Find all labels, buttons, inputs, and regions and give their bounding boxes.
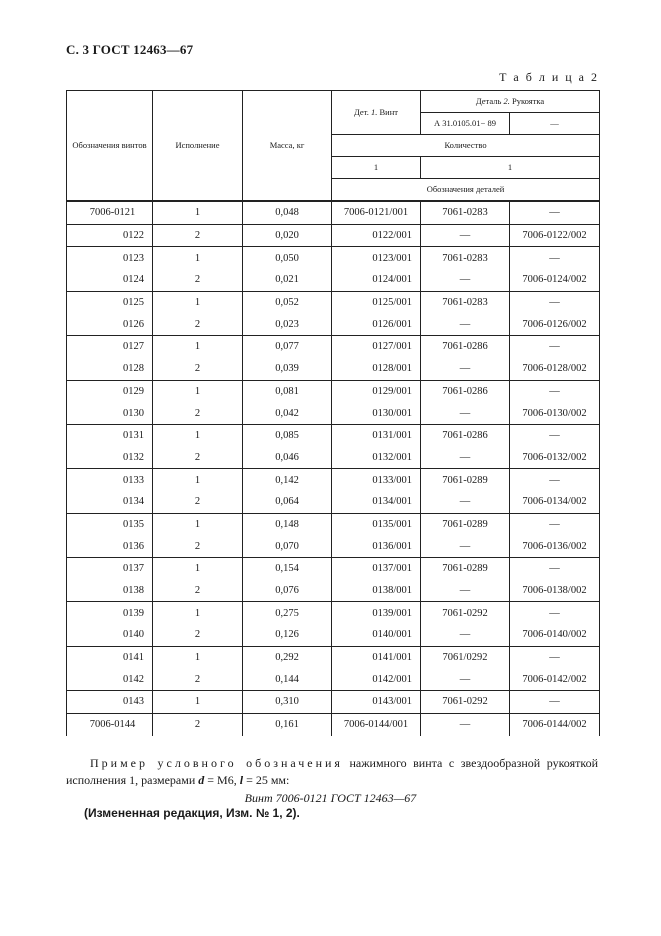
table-cell: 0137/001 <box>332 558 421 580</box>
table-cell: 7006-0138/002 <box>510 580 600 602</box>
table-cell: 1 <box>153 691 243 714</box>
table-cell: 0123/001 <box>332 247 421 269</box>
table-cell: 0,292 <box>243 646 332 668</box>
table-cell: 0123 <box>67 247 153 269</box>
table-cell: 0133 <box>67 469 153 491</box>
table-cell: 0131 <box>67 424 153 446</box>
table-cell: 7006-0140/002 <box>510 624 600 646</box>
table-row <box>67 646 600 668</box>
table-cell: 2 <box>153 358 243 380</box>
table-cell: 0,142 <box>243 469 332 491</box>
table-row <box>67 269 600 291</box>
table-cell: 2 <box>153 624 243 646</box>
table-cell: 7061-0283 <box>421 291 510 313</box>
table-cell: — <box>510 336 600 358</box>
table-cell: 0127 <box>67 336 153 358</box>
table-cell: 0141 <box>67 646 153 668</box>
table-row <box>67 535 600 557</box>
table-cell: 0,023 <box>243 313 332 335</box>
table-cell: 1 <box>153 380 243 402</box>
table-cell: 0141/001 <box>332 646 421 668</box>
table-cell: 0128/001 <box>332 358 421 380</box>
table-cell: 0122/001 <box>332 224 421 247</box>
table-row <box>67 580 600 602</box>
table-cell: 7006-0142/002 <box>510 668 600 690</box>
table-cell: — <box>421 269 510 291</box>
table-cell: 0137 <box>67 558 153 580</box>
table-cell: — <box>421 402 510 424</box>
table-row <box>67 313 600 335</box>
spec-table <box>66 90 600 736</box>
table-cell: 0143/001 <box>332 691 421 714</box>
table-row <box>67 380 600 402</box>
header-mass: Масса, кг <box>243 91 332 202</box>
table-cell: 0126/001 <box>332 313 421 335</box>
example-lead: Пример условного обозначения <box>90 756 343 770</box>
table-cell: — <box>421 447 510 469</box>
header-oboz: Обозначения винтов <box>67 91 153 202</box>
table-cell: 0129 <box>67 380 153 402</box>
table-cell: — <box>421 313 510 335</box>
table-row <box>67 469 600 491</box>
table-cell: — <box>510 513 600 535</box>
table-cell: 0135/001 <box>332 513 421 535</box>
table-cell: 2 <box>153 224 243 247</box>
table-cell: 7061-0286 <box>421 380 510 402</box>
table-row <box>67 713 600 735</box>
header-sub-dash: — <box>510 113 600 135</box>
table-row <box>67 247 600 269</box>
table-cell: 0135 <box>67 513 153 535</box>
table-cell: 7006-0128/002 <box>510 358 600 380</box>
table-cell: — <box>510 469 600 491</box>
table-cell: 1 <box>153 424 243 446</box>
table-cell: 0142/001 <box>332 668 421 690</box>
table-cell: 7061-0292 <box>421 691 510 714</box>
table-cell: 7061-0283 <box>421 247 510 269</box>
table-cell: 0,275 <box>243 602 332 624</box>
table-cell: 7006-0124/002 <box>510 269 600 291</box>
table-cell: 0122 <box>67 224 153 247</box>
table-cell: 7061-0283 <box>421 201 510 224</box>
table-cell: 0,039 <box>243 358 332 380</box>
table-cell: 0134/001 <box>332 491 421 513</box>
table-cell: — <box>510 291 600 313</box>
table-cell: 7061-0286 <box>421 424 510 446</box>
table-cell: — <box>421 535 510 557</box>
table-cell: — <box>421 668 510 690</box>
table-cell: — <box>510 424 600 446</box>
table-cell: 0,076 <box>243 580 332 602</box>
header-parts: Обозначения деталей <box>332 179 600 202</box>
table-row <box>67 291 600 313</box>
table-cell: 0,048 <box>243 201 332 224</box>
table-cell: 2 <box>153 713 243 735</box>
table-cell: 0,081 <box>243 380 332 402</box>
table-cell: 0125/001 <box>332 291 421 313</box>
table-cell: 7006-0126/002 <box>510 313 600 335</box>
table-cell: — <box>421 224 510 247</box>
table-cell: 0130 <box>67 402 153 424</box>
table-cell: 7061/0292 <box>421 646 510 668</box>
table-cell: — <box>510 201 600 224</box>
table-cell: 0132 <box>67 447 153 469</box>
table-cell: 0124 <box>67 269 153 291</box>
table-row <box>67 201 600 224</box>
table-cell: — <box>510 646 600 668</box>
table-cell: 0,064 <box>243 491 332 513</box>
table-cell: 1 <box>153 558 243 580</box>
table-cell: 7061-0289 <box>421 513 510 535</box>
table-cell: — <box>421 580 510 602</box>
table-cell: 7006-0144/001 <box>332 713 421 735</box>
table-cell: 2 <box>153 580 243 602</box>
table-cell: 7061-0292 <box>421 602 510 624</box>
table-cell: 0130/001 <box>332 402 421 424</box>
table-cell: 0,020 <box>243 224 332 247</box>
table-cell: — <box>510 691 600 714</box>
table-row <box>67 447 600 469</box>
header-qty-1: 1 <box>332 157 421 179</box>
table-cell: 2 <box>153 491 243 513</box>
table-cell: 1 <box>153 469 243 491</box>
header-det1: Дет. 1. Винт <box>332 91 421 135</box>
table-cell: 7006-0134/002 <box>510 491 600 513</box>
table-cell: — <box>421 624 510 646</box>
table-cell: 0132/001 <box>332 447 421 469</box>
table-cell: 0143 <box>67 691 153 714</box>
table-cell: 0,042 <box>243 402 332 424</box>
table-row <box>67 224 600 247</box>
table-cell: 0134 <box>67 491 153 513</box>
table-cell: 0124/001 <box>332 269 421 291</box>
table-cell: 0131/001 <box>332 424 421 446</box>
example-paragraph: Пример условного обозначения нажимного винта с звездообразной рукояткой исполнения 1, размерами d = М6, l = 25 мм: <box>66 756 598 787</box>
table-cell: 0138/001 <box>332 580 421 602</box>
table-cell: — <box>421 358 510 380</box>
table-cell: 1 <box>153 646 243 668</box>
table-cell: 1 <box>153 201 243 224</box>
table-cell: 7006-0122/002 <box>510 224 600 247</box>
table-caption: Т а б л и ц а 2 <box>499 70 599 84</box>
table-cell: 0,126 <box>243 624 332 646</box>
table-cell: — <box>510 380 600 402</box>
table-cell: 0,021 <box>243 269 332 291</box>
header-qty: Количество <box>332 135 600 157</box>
table-cell: 7006-0144/002 <box>510 713 600 735</box>
table-cell: 7006-0121 <box>67 201 153 224</box>
table-cell: 0133/001 <box>332 469 421 491</box>
table-cell: 0,148 <box>243 513 332 535</box>
table-cell: — <box>510 247 600 269</box>
table-cell: — <box>510 602 600 624</box>
table-cell: 1 <box>153 291 243 313</box>
table-cell: 0136 <box>67 535 153 557</box>
table-cell: 0138 <box>67 580 153 602</box>
table-cell: 0,154 <box>243 558 332 580</box>
table-cell: 0127/001 <box>332 336 421 358</box>
table-row <box>67 602 600 624</box>
table-row <box>67 668 600 690</box>
header-qty-2: 1 <box>421 157 600 179</box>
table-cell: 0136/001 <box>332 535 421 557</box>
table-cell: 2 <box>153 668 243 690</box>
table-cell: 2 <box>153 313 243 335</box>
revision-note: (Измененная редакция, Изм. № 1, 2). <box>84 806 300 820</box>
table-cell: 0140/001 <box>332 624 421 646</box>
table-cell: 7006-0144 <box>67 713 153 735</box>
table-row <box>67 358 600 380</box>
table-cell: 2 <box>153 447 243 469</box>
table-cell: — <box>421 491 510 513</box>
header-det2: Деталь 2. Рукоятка <box>421 91 600 113</box>
table-cell: 0,046 <box>243 447 332 469</box>
table-cell: 1 <box>153 247 243 269</box>
table-row <box>67 491 600 513</box>
table-cell: 0140 <box>67 624 153 646</box>
table-cell: 1 <box>153 336 243 358</box>
table-cell: 0128 <box>67 358 153 380</box>
table-row <box>67 624 600 646</box>
table-cell: 7061-0286 <box>421 336 510 358</box>
table-row <box>67 691 600 714</box>
table-cell: 2 <box>153 402 243 424</box>
table-cell: 7006-0136/002 <box>510 535 600 557</box>
designation-example: Винт 7006-0121 ГОСТ 12463—67 <box>244 791 417 805</box>
table-cell: — <box>421 713 510 735</box>
table-cell: 1 <box>153 513 243 535</box>
table-cell: 7006-0130/002 <box>510 402 600 424</box>
table-cell: 0139 <box>67 602 153 624</box>
table-cell: 7006-0132/002 <box>510 447 600 469</box>
table-cell: 2 <box>153 269 243 291</box>
table-cell: 1 <box>153 602 243 624</box>
table-row <box>67 402 600 424</box>
table-cell: 0125 <box>67 291 153 313</box>
table-cell: 7061-0289 <box>421 558 510 580</box>
table-cell: 0,070 <box>243 535 332 557</box>
table-cell: 0139/001 <box>332 602 421 624</box>
table-cell: 0129/001 <box>332 380 421 402</box>
table-row <box>67 558 600 580</box>
header-sub-a: А 31.0105.01− 89 <box>421 113 510 135</box>
table-cell: 0,077 <box>243 336 332 358</box>
table-cell: 0,085 <box>243 424 332 446</box>
table-cell: 0,161 <box>243 713 332 735</box>
table-cell: 0142 <box>67 668 153 690</box>
table-cell: 2 <box>153 535 243 557</box>
table-row <box>67 513 600 535</box>
page-header: С. 3 ГОСТ 12463—67 <box>66 42 194 57</box>
header-isp: Исполнение <box>153 91 243 202</box>
table-cell: 7061-0289 <box>421 469 510 491</box>
table-cell: — <box>510 558 600 580</box>
table-cell: 0126 <box>67 313 153 335</box>
table-row <box>67 336 600 358</box>
table-cell: 0,144 <box>243 668 332 690</box>
table-cell: 7006-0121/001 <box>332 201 421 224</box>
table-cell: 0,050 <box>243 247 332 269</box>
table-cell: 0,310 <box>243 691 332 714</box>
table-cell: 0,052 <box>243 291 332 313</box>
table-row <box>67 424 600 446</box>
